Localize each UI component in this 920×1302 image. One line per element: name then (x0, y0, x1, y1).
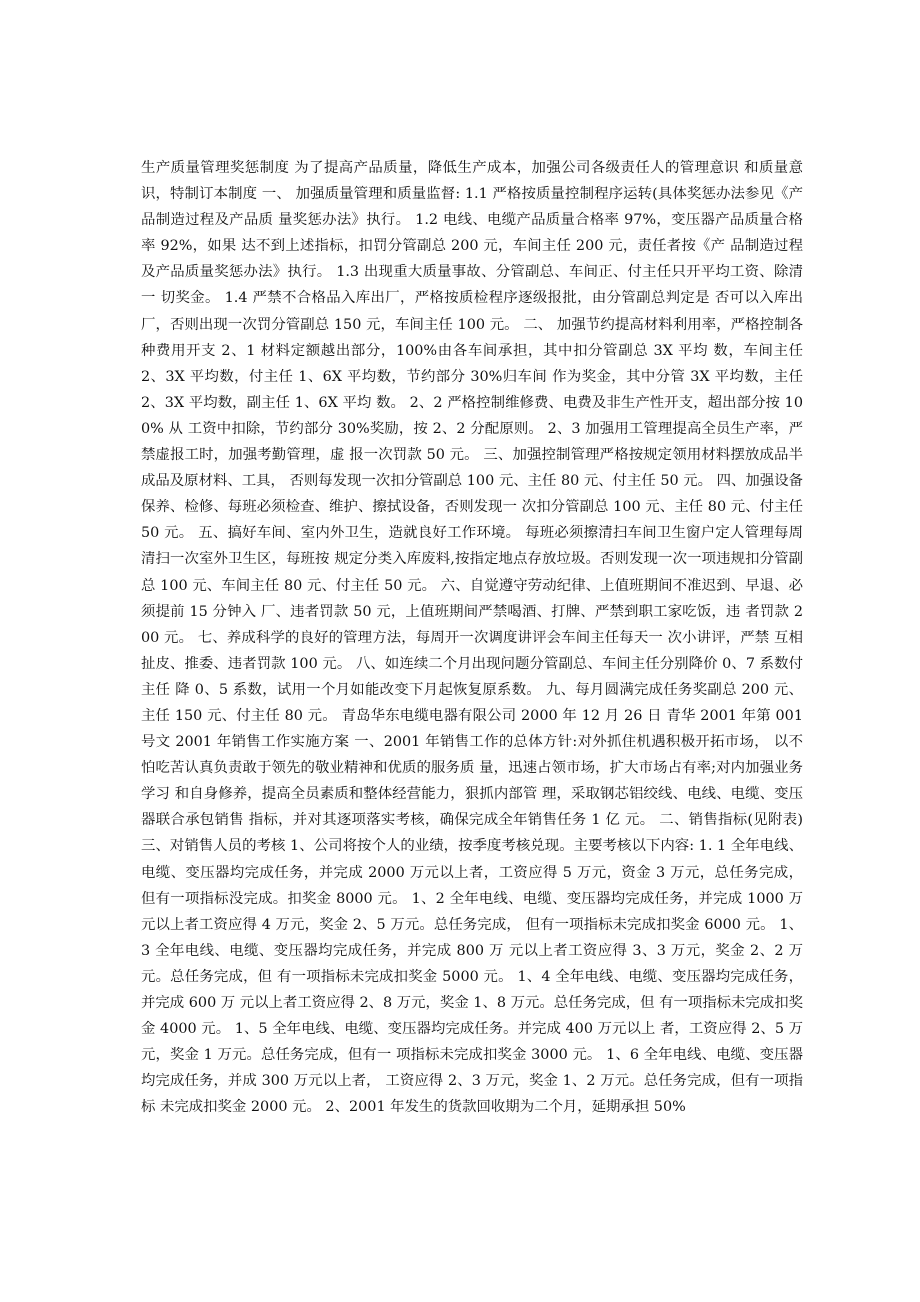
document-page (141, 155, 803, 1120)
document-body-text: 生产质量管理奖惩制度 为了提高产品质量，降低生产成本，加强公司各级责任人的管理意识 和质量意识，特制订本制度 一、 加强质量管理和质量监督: 1.1 严格按质量控制程序运转(具体奖惩办法参见《产品制造过程及产品质 量奖惩办法》执行。 1.2 电线、电缆产品质量合格率 97%，变压器产品质量合格率 92%，如果 达不到上述指标，扣罚分管副总 200 元，车间主任 200 元，责任者按《产 品制造过程及产品质量奖惩办法》执行。 1.3 出现重大质量事故、分管副总、车间正、付主任只开平均工资、除清一 切奖金。 1.4 严禁不合格品入库出厂，严格按质检程序逐级报批，由分管副总判定是 否可以入库出厂，否则出现一次罚分管副总 150 元，车间主任 100 元。 二、 加强节约提高材料利用率，严格控制各种费用开支 2、1 材料定额越出部分，100%由各车间承担，其中扣分管副总 3X 平均 数，车间主任 2、3X 平均数，付主任 1、6X 平均数，节约部分 30%归车间 作为奖金，其中分管 3X 平均数，主任 2、3X 平均数，副主任 1、6X 平均 数。 2、2 严格控制维修费、电费及非生产性开支，超出部分按 100% 从 工资中扣除，节约部分 30%奖励，按 2、2 分配原则。 2、3 加强用工管理提高全员生产率，严禁虚报工时，加强考勤管理，虚 报一次罚款 50 元。 三、加强控制管理严格按规定领用材料摆放成品半成品及原材料、工具， 否则每发现一次扣分管副总 100 元、主任 80 元、付主任 50 元。 四、加强设备保养、检修、每班必须检查、维护、擦拭设备，否则发现一 次扣分管副总 100 元、主任 80 元、付主任 50 元。 五、搞好车间、室内外卫生，造就良好工作环境。 每班必须擦清扫车间卫生窗户定人管理每周清扫一次室外卫生区，每班按 规定分类入库废料,按指定地点存放垃圾。否则发现一次一项违规扣分管副 总 100 元、车间主任 80 元、付主任 50 元。 六、自觉遵守劳动纪律、上值班期间不准迟到、早退、必须提前 15 分钟入 厂、违者罚款 50 元，上值班期间严禁喝酒、打牌、严禁到职工家吃饭，违 者罚款 200 元。 七、养成科学的良好的管理方法，每周开一次调度讲评会车间主任每天一 次小讲评，严禁 互相扯皮、推委、违者罚款 100 元。 八、如连续二个月出现问题分管副总、车间主任分别降价 0、7 系数付主任 降 0、5 系数，试用一个月如能改变下月起恢复原系数。 九、每月圆满完成任务奖副总 200 元、主任 150 元、付主任 80 元。 青岛华东电缆电器有限公司 2000 年 12 月 26 日 青华 2001 年第 001 号文 2001 年销售工作实施方案 一、2001 年销售工作的总体方针:对外抓住机遇积极开拓市场， 以不怕吃苦认真负责敢于领先的敬业精神和优质的服务质 量，迅速占领市场，扩大市场占有率;对内加强业务学习 和自身修养，提高全员素质和整体经营能力，狠抓内部管 理，采取钢芯铝绞线、电线、电缆、变压器联合承包销售 指标，并对其逐项落实考核，确保完成全年销售任务 1 亿 元。 二、销售指标(见附表) 三、对销售人员的考核 1、公司将按个人的业绩，按季度考核兑现。主要考核以下内容: 1. 1 全年电线、电缆、变压器均完成任务，并完成 2000 万元以上者，工资应得 5 万元，资金 3 万元，总任务完成， 但有一项指标没完成。扣奖金 8000 元。 1、2 全年电线、电缆、变压器均完成任务，并完成 1000 万元以上者工资应得 4 万元，奖金 2、5 万元。总任务完成， 但有一项指标未完成扣奖金 6000 元。 1、3 全年电线、电缆、变压器均完成任务，并完成 800 万 元以上者工资应得 3、3 万元，奖金 2、2 万元。总任务完成，但 有一项指标未完成扣奖金 5000 元。 1、4 全年电线、电缆、变压器均完成任务，并完成 600 万 元以上者工资应得 2、8 万元，奖金 1、8 万元。总任务完成，但 有一项指标未完成扣奖金 4000 元。 1、5 全年电线、电缆、变压器均完成任务。并完成 400 万元以上 者，工资应得 2、5 万元，奖金 1 万元。总任务完成，但有一 项指标未完成扣奖金 3000 元。 1、6 全年电线、电缆、变压器均完成任务，并成 300 万元以上者， 工资应得 2、3 万元，奖金 1、2 万元。总任务完成，但有一项指标 未完成扣奖金 2000 元。 2、2001 年发生的货款回收期为二个月，延期承担 50% (141, 160, 803, 1116)
